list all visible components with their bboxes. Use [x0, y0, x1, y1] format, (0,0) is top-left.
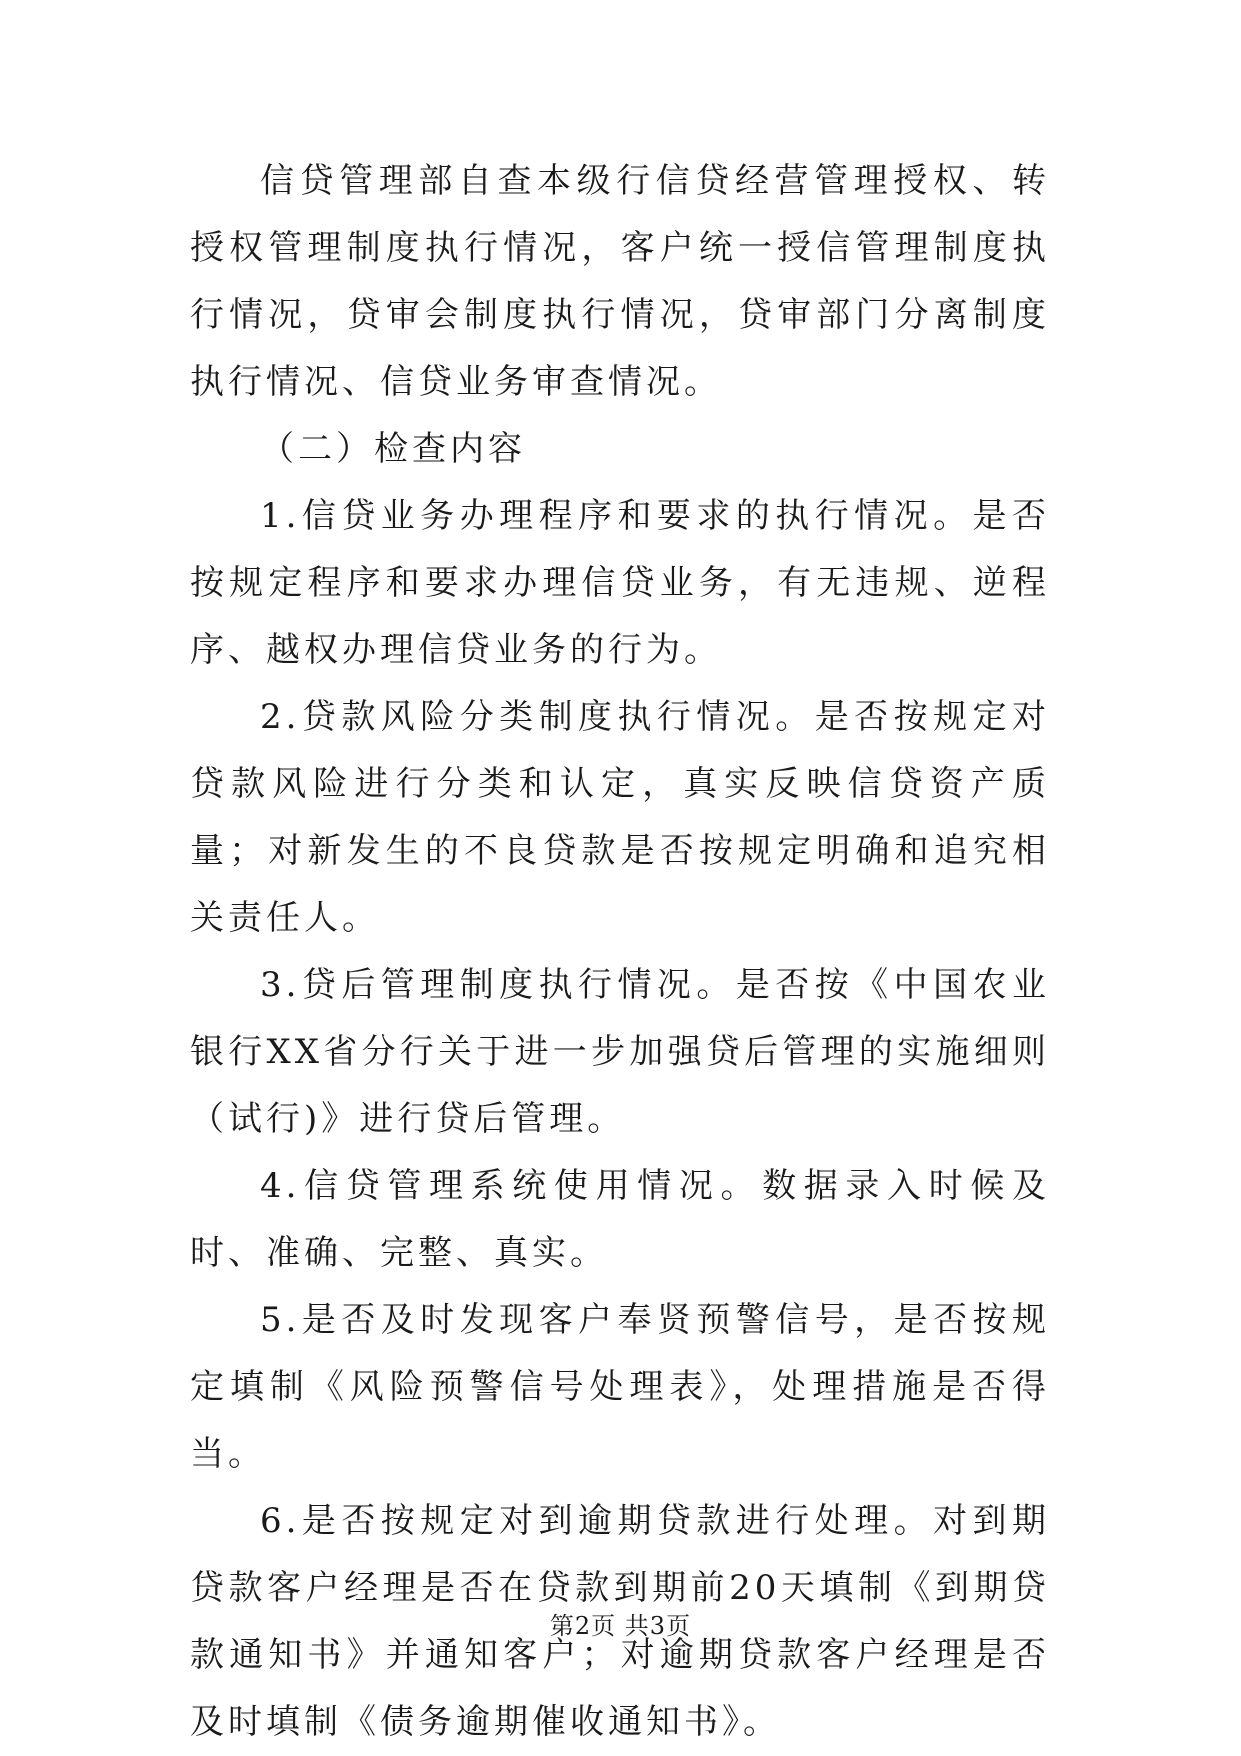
- paragraph-item-4: 4.信贷管理系统使用情况。数据录入时候及时、准确、完整、真实。: [190, 1166, 1050, 1273]
- paragraph-item-1: 1.信贷业务办理程序和要求的执行情况。是否按规定程序和要求办理信贷业务，有无违规、逆程序、越权办理信贷业务的行为。: [190, 496, 1050, 670]
- paragraph-intro: 信贷管理部自查本级行信贷经营管理授权、转授权管理制度执行情况，客户统一授信管理制度执行情况，贷审会制度执行情况，贷审部门分离制度执行情况、信贷业务审查情况。: [190, 161, 1050, 402]
- paragraph-item-2: 2.贷款风险分类制度执行情况。是否按规定对贷款风险进行分类和认定，真实反映信贷资产质量；对新发生的不良贷款是否按规定明确和追究相关责任人。: [190, 697, 1050, 938]
- paragraph-item-6: 6.是否按规定对到逾期贷款进行处理。对到期贷款客户经理是否在贷款到期前20天填制《到期贷款通知书》并通知客户；对逾期贷款客户经理是否及时填制《债务逾期催收通知书》。: [190, 1501, 1050, 1742]
- document-body: [190, 148, 1050, 1756]
- paragraph-item-5: 5.是否及时发现客户奉贤预警信号，是否按规定填制《风险预警信号处理表》，处理措施是否得当。: [190, 1300, 1050, 1474]
- section-heading: （二）检查内容: [260, 429, 526, 469]
- paragraph-item-3: 3.贷后管理制度执行情况。是否按《中国农业银行XX省分行关于进一步加强贷后管理的实施细则（试行)》进行贷后管理。: [190, 965, 1050, 1139]
- page-number-footer: 第2页 共3页: [549, 1612, 692, 1640]
